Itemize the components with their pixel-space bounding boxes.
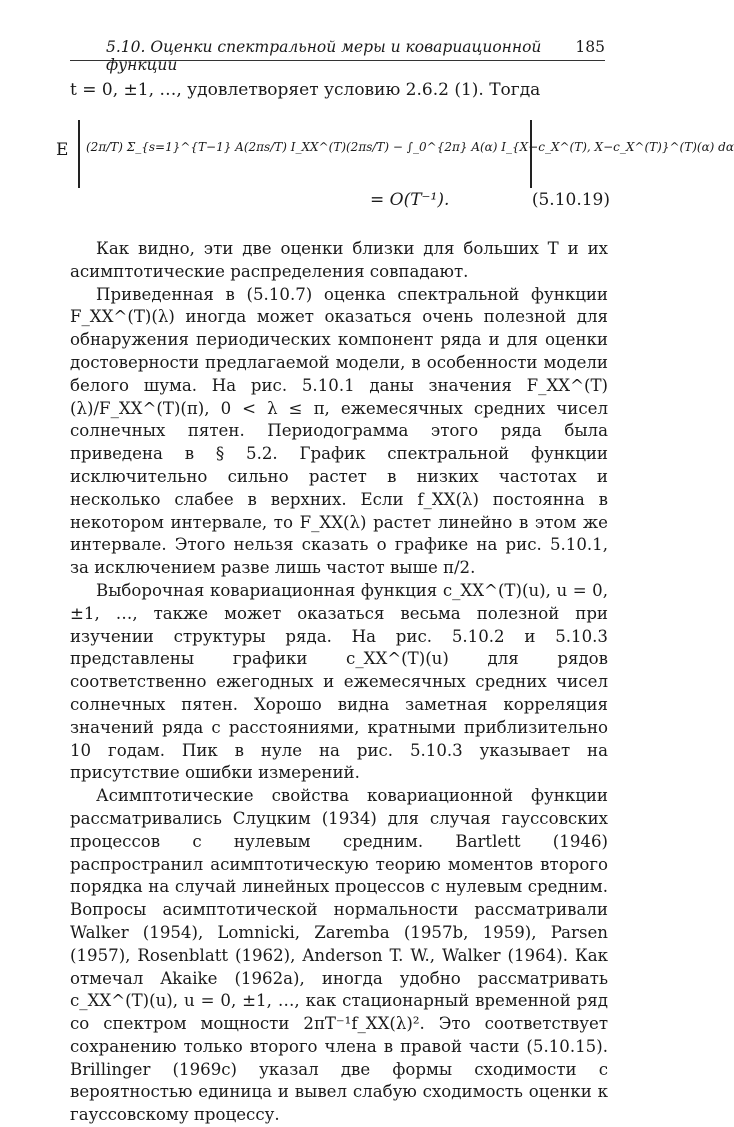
formula-body: (2π/T) Σ_{s=1}^{T−1} A(2πs/T) I_XX^(T)(2πs/T) − ∫_0^{2π} A(α) I_{X−c_X^(T), X−c_X^(T)}^(T)(α) dα xyxy=(86,140,734,154)
expectation-symbol: E xyxy=(56,140,69,160)
formula-result: = O(T⁻¹). xyxy=(370,190,450,210)
paragraph: Как видно, эти две оценки близки для больших T и их асимптотические распределения совпадают. xyxy=(70,239,608,281)
display-formula xyxy=(56,116,734,188)
running-title: 5.10. Оценки спектральной меры и ковариационной функции xyxy=(106,38,542,74)
equation-number: (5.10.19) xyxy=(531,190,610,210)
abs-bar-right xyxy=(530,120,532,188)
paragraph: Приведенная в (5.10.7) оценка спектральной функции F_XX^(T)(λ) иногда может оказаться очень полезной для обнаружения периодических компонент ряда и для оценки достоверности предлагаемой модели, в особенности модели белого шума. На рис. 5.10.1 даны значения F_XX^(T)(λ)/F_XX^(T)(π), 0 < λ ≤ π, ежемесячных средних чисел солнечных пятен. Периодограмма этого ряда была приведена в § 5.2. График спектральной функции исключительно сильно растет в низких частотах и несколько слабее в верхних. Если f_XX(λ) постоянна в некотором интервале, то F_XX(λ) растет линейно в этом же интервале. Этого нельзя сказать о графике на рис. 5.10.1, за исключением разве лишь частот выше π/2. xyxy=(70,284,608,578)
page-number: 185 xyxy=(575,38,605,56)
continuation-line: t = 0, ±1, …, удовлетворяет условию 2.6.2 (1). Тогда xyxy=(70,80,541,100)
formula-result-line xyxy=(370,188,610,212)
body-text xyxy=(70,238,608,1127)
abs-bar-left xyxy=(78,120,80,188)
paragraph: Выборочная ковариационная функция c_XX^(T)(u), u = 0, ±1, …, также может оказаться весьма полезной при изучении структуры ряда. На рис. 5.10.2 и 5.10.3 представлены графики c_XX^(T)(u) для рядов соответственно ежегодных и ежемесячных средних чисел солнечных пятен. Хорошо видна заметная корреляция значений ряда с расстояниями, кратными приблизительно 10 годам. Пик в нуле на рис. 5.10.3 указывает на присутствие ошибки измерений. xyxy=(70,580,608,783)
paragraph: Асимптотические свойства ковариационной функции рассматривались Слуцким (1934) для случая гауссовских процессов с нулевым средним. Bartlett (1946) распространил асимптотическую теорию моментов второго порядка на случай линейных процессов с нулевым средним. Вопросы асимптотической нормальности рассматривали Walker (1954), Lomnicki, Zaremba (1957b, 1959), Parsen (1957), Rosenblatt (1962), Anderson T. W., Walker (1964). Как отмечал Akaike (1962a), иногда удобно рассматривать c_XX^(T)(u), u = 0, ±1, …, как стационарный временной ряд со спектром мощности 2πT⁻¹f_XX(λ)². Это соответствует сохранению только второго члена в правой части (5.10.15). Brillinger (1969c) указал две формы сходимости с вероятностью единица и вывел слабую сходимость оценки к гауссовскому процессу. xyxy=(70,786,608,1125)
running-header xyxy=(70,34,605,74)
